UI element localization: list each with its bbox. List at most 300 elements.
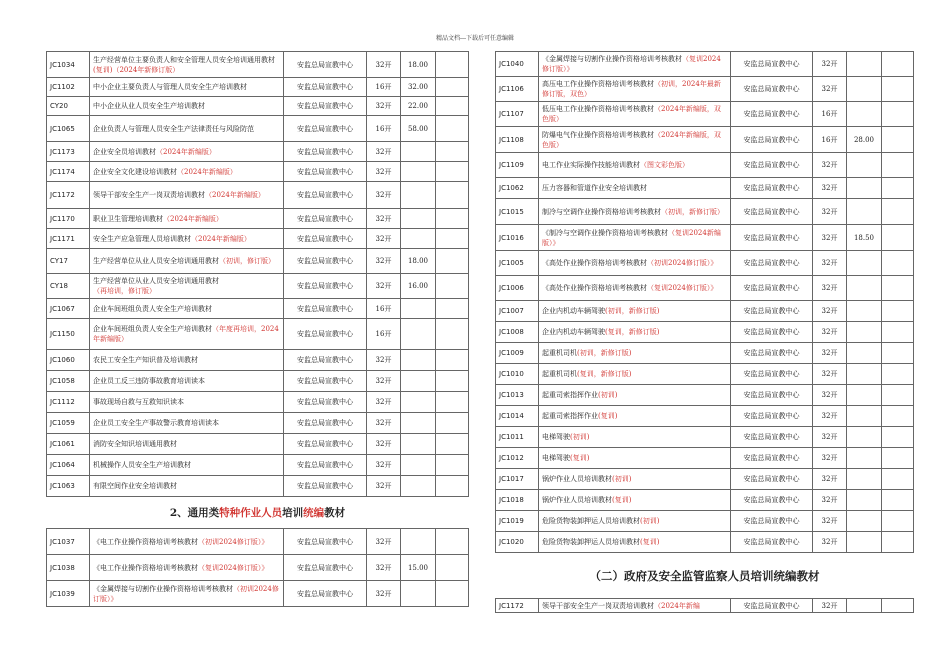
table-row <box>47 182 469 209</box>
book-code-cell: JC1012 <box>496 448 539 469</box>
book-code-cell: JC1005 <box>496 251 539 276</box>
title-text: 中小企业主要负责人与管理人员安全生产培训教材 <box>93 83 247 91</box>
empty-cell <box>882 153 914 178</box>
table-row <box>47 455 469 476</box>
format-cell: 32开 <box>813 276 847 301</box>
edition-note: （复训2024新编版）》 <box>542 228 721 247</box>
book-code-cell: JC1063 <box>47 476 90 497</box>
table-row <box>47 52 469 78</box>
title-text: 《电工作业操作资格培训考核教材 <box>93 563 198 572</box>
price-cell <box>847 532 882 553</box>
empty-cell <box>882 52 914 77</box>
price-cell <box>401 182 436 209</box>
table-row <box>496 251 914 276</box>
edition-note: （2024年新编版，双色版） <box>542 130 721 149</box>
table-row <box>496 406 914 427</box>
publisher-cell: 安监总局宣教中心 <box>284 182 367 209</box>
edition-note: （再培训，修订版） <box>93 287 156 295</box>
empty-cell <box>436 274 469 299</box>
book-title-cell <box>90 455 284 476</box>
book-title-cell <box>90 371 284 392</box>
publisher-cell: 安监总局宣教中心 <box>284 413 367 434</box>
title-text: 防爆电气作业操作资格培训考核教材 <box>542 130 654 139</box>
empty-cell <box>882 532 914 553</box>
empty-cell <box>436 555 469 581</box>
edition-note: (复训)（2024年新修订版） <box>93 65 180 74</box>
book-title-cell <box>90 299 284 319</box>
empty-cell <box>436 182 469 209</box>
format-cell: 32开 <box>813 599 847 613</box>
publisher-cell: 安监总局宣教中心 <box>284 209 367 229</box>
table-row <box>47 209 469 229</box>
format-cell: 32开 <box>367 97 401 116</box>
book-code-cell: CY18 <box>47 274 90 299</box>
publisher-cell: 安监总局宣教中心 <box>284 78 367 97</box>
book-code-cell: JC1020 <box>496 532 539 553</box>
book-title-cell <box>539 364 731 385</box>
publisher-cell: 安监总局宣教中心 <box>284 274 367 299</box>
publisher-cell: 安监总局宣教中心 <box>284 249 367 274</box>
title-text: 起重司索指挥作业 <box>542 391 598 399</box>
book-title-cell <box>539 301 731 322</box>
price-cell: 18.00 <box>401 52 436 78</box>
empty-cell <box>882 469 914 490</box>
title-text: 企业安全员培训教材 <box>93 147 156 156</box>
book-title-cell <box>90 529 284 555</box>
book-code-cell: JC1013 <box>496 385 539 406</box>
title-text: 锅炉作业人员培训教材 <box>542 475 612 483</box>
section-heading-row <box>496 553 914 599</box>
book-title-cell <box>539 532 731 553</box>
book-title-cell <box>90 274 284 299</box>
book-code-cell: JC1014 <box>496 406 539 427</box>
empty-cell <box>436 455 469 476</box>
format-cell: 32开 <box>367 142 401 162</box>
edition-note: （2024年新编版） <box>163 214 223 223</box>
left-catalog-table <box>46 51 469 607</box>
empty-cell <box>882 301 914 322</box>
title-text: 《金属焊接与切割作业操作资格培训考核教材 <box>542 55 682 63</box>
book-title-cell <box>90 350 284 371</box>
format-cell: 32开 <box>813 178 847 199</box>
edition-note: （初训2024修订版）》 <box>198 537 269 546</box>
empty-cell <box>436 434 469 455</box>
table-row <box>496 102 914 127</box>
book-code-cell: JC1017 <box>496 469 539 490</box>
publisher-cell: 安监总局宣教中心 <box>731 178 813 199</box>
publisher-cell: 安监总局宣教中心 <box>284 455 367 476</box>
title-text: 生产经营单位主要负责人和安全管理人员安全培训通用教材 <box>93 55 275 64</box>
publisher-cell: 安监总局宣教中心 <box>284 555 367 581</box>
format-cell: 32开 <box>813 343 847 364</box>
empty-cell <box>436 319 469 350</box>
title-text: 有限空间作业安全培训教材 <box>93 482 177 490</box>
table-row <box>47 162 469 182</box>
book-code-cell: JC1109 <box>496 153 539 178</box>
empty-cell <box>436 229 469 249</box>
book-code-cell: JC1171 <box>47 229 90 249</box>
edition-note: （初训，新修订版） <box>661 207 724 216</box>
price-cell <box>401 413 436 434</box>
book-code-cell: JC1006 <box>496 276 539 301</box>
format-cell: 32开 <box>367 229 401 249</box>
book-title-cell <box>90 434 284 455</box>
book-title-cell <box>539 127 731 153</box>
edition-note: (复训) <box>612 496 632 504</box>
empty-cell <box>436 97 469 116</box>
empty-cell <box>436 142 469 162</box>
book-code-cell: JC1106 <box>496 77 539 102</box>
book-code-cell: JC1112 <box>47 392 90 413</box>
section-heading: 2、通用类特种作业人员培训统编教材 <box>169 506 346 519</box>
format-cell: 32开 <box>813 225 847 251</box>
format-cell: 32开 <box>813 385 847 406</box>
book-code-cell: JC1039 <box>47 581 90 607</box>
table-row <box>496 469 914 490</box>
price-cell <box>847 178 882 199</box>
price-cell <box>401 142 436 162</box>
edition-note: （年度再培训，2024年新编版） <box>93 325 279 343</box>
edition-note: （复训2024修订版）》 <box>647 284 718 292</box>
title-text: 危险货物装卸押运人员培训教材 <box>542 538 640 546</box>
publisher-cell: 安监总局宣教中心 <box>284 434 367 455</box>
book-title-cell <box>539 178 731 199</box>
publisher-cell: 安监总局宣教中心 <box>284 142 367 162</box>
book-code-cell: JC1019 <box>496 511 539 532</box>
format-cell: 32开 <box>367 371 401 392</box>
price-cell <box>847 276 882 301</box>
price-cell <box>847 599 882 613</box>
book-title-cell <box>90 182 284 209</box>
price-cell <box>847 199 882 225</box>
format-cell: 32开 <box>813 77 847 102</box>
publisher-cell: 安监总局宣教中心 <box>731 102 813 127</box>
book-title-cell <box>539 225 731 251</box>
price-cell <box>847 427 882 448</box>
table-row <box>47 142 469 162</box>
edition-note: （2024年新编版） <box>205 191 265 199</box>
empty-cell <box>882 364 914 385</box>
format-cell: 16开 <box>813 127 847 153</box>
publisher-cell: 安监总局宣教中心 <box>284 299 367 319</box>
empty-cell <box>436 350 469 371</box>
table-row <box>47 97 469 116</box>
empty-cell <box>882 77 914 102</box>
book-code-cell: JC1037 <box>47 529 90 555</box>
edition-note: (复训，新修订版) <box>577 370 632 378</box>
publisher-cell: 安监总局宣教中心 <box>284 476 367 497</box>
publisher-cell: 安监总局宣教中心 <box>284 162 367 182</box>
format-cell: 32开 <box>813 532 847 553</box>
empty-cell <box>436 476 469 497</box>
format-cell: 32开 <box>367 581 401 607</box>
format-cell: 32开 <box>367 529 401 555</box>
price-cell <box>401 371 436 392</box>
title-text: 事故现场自救与互救知识读本 <box>93 398 184 406</box>
publisher-cell: 安监总局宣教中心 <box>284 97 367 116</box>
publisher-cell: 安监总局宣教中心 <box>284 319 367 350</box>
title-text: 消防安全知识培训通用教材 <box>93 440 177 448</box>
format-cell: 32开 <box>367 209 401 229</box>
title-text: 企业车间班组负责人安全生产培训教材 <box>93 304 212 313</box>
publisher-cell: 安监总局宣教中心 <box>731 490 813 511</box>
publisher-cell: 安监总局宣教中心 <box>731 322 813 343</box>
title-text: 起重机司机 <box>542 349 577 357</box>
book-title-cell <box>90 142 284 162</box>
title-text: 电工作业实际操作技能培训教材 <box>542 161 640 169</box>
book-code-cell: JC1018 <box>496 490 539 511</box>
book-code-cell: JC1173 <box>47 142 90 162</box>
book-title-cell <box>539 52 731 77</box>
empty-cell <box>436 299 469 319</box>
book-code-cell: JC1009 <box>496 343 539 364</box>
table-row <box>496 178 914 199</box>
book-title-cell <box>90 116 284 142</box>
book-code-cell: JC1064 <box>47 455 90 476</box>
price-cell <box>847 511 882 532</box>
edition-note: (复训) <box>598 412 618 420</box>
format-cell: 32开 <box>813 52 847 77</box>
title-text: 企业负责人与管理人员安全生产法律责任与风险防范 <box>93 124 254 133</box>
title-text: 企业员工安全生产事故警示教育培训读本 <box>93 419 219 427</box>
price-cell <box>847 301 882 322</box>
table-row <box>496 276 914 301</box>
price-cell <box>847 343 882 364</box>
price-cell: 15.00 <box>401 555 436 581</box>
format-cell: 32开 <box>367 249 401 274</box>
price-cell <box>847 469 882 490</box>
title-text: 《制冷与空调作业操作资格培训考核教材 <box>542 228 668 237</box>
book-title-cell <box>539 153 731 178</box>
book-title-cell <box>90 162 284 182</box>
format-cell: 32开 <box>813 199 847 225</box>
publisher-cell: 安监总局宣教中心 <box>284 116 367 142</box>
price-cell: 32.00 <box>401 78 436 97</box>
title-text: 《金属焊接与切割作业操作资格培训考核教材 <box>93 584 233 593</box>
format-cell: 32开 <box>367 52 401 78</box>
edition-note: (复训) <box>570 454 590 462</box>
book-title-cell <box>90 249 284 274</box>
price-cell <box>401 350 436 371</box>
edition-note: （初训2024修订版）》 <box>647 259 718 267</box>
format-cell: 32开 <box>813 251 847 276</box>
section-heading: （二）政府及安全监管监察人员培训统编教材 <box>589 568 820 583</box>
empty-cell <box>882 406 914 427</box>
book-code-cell: JC1170 <box>47 209 90 229</box>
format-cell: 16开 <box>367 116 401 142</box>
book-title-cell <box>90 555 284 581</box>
publisher-cell: 安监总局宣教中心 <box>284 52 367 78</box>
edition-note: (初训) <box>612 475 632 483</box>
publisher-cell: 安监总局宣教中心 <box>731 343 813 364</box>
format-cell: 32开 <box>367 476 401 497</box>
format-cell: 16开 <box>367 319 401 350</box>
empty-cell <box>882 343 914 364</box>
book-title-cell <box>539 251 731 276</box>
edition-note: （图文彩色版） <box>640 161 689 169</box>
price-cell <box>847 490 882 511</box>
table-row <box>47 413 469 434</box>
title-text: 压力容器和管道作业安全培训教材 <box>542 184 647 192</box>
book-title-cell <box>539 599 731 613</box>
book-title-cell <box>90 209 284 229</box>
publisher-cell: 安监总局宣教中心 <box>731 427 813 448</box>
publisher-cell: 安监总局宣教中心 <box>731 153 813 178</box>
price-cell: 28.00 <box>847 127 882 153</box>
empty-cell <box>436 581 469 607</box>
book-code-cell: JC1038 <box>47 555 90 581</box>
table-row <box>47 350 469 371</box>
edition-note: （2024年新编版） <box>177 167 237 176</box>
publisher-cell: 安监总局宣教中心 <box>731 469 813 490</box>
table-row <box>496 532 914 553</box>
title-text: 企业安全文化建设培训教材 <box>93 167 177 176</box>
price-cell <box>847 52 882 77</box>
book-code-cell: JC1108 <box>496 127 539 153</box>
format-cell: 32开 <box>813 427 847 448</box>
publisher-cell: 安监总局宣教中心 <box>731 364 813 385</box>
empty-cell <box>436 529 469 555</box>
empty-cell <box>882 490 914 511</box>
edition-note: （复训2024修订版）》 <box>542 55 721 73</box>
book-title-cell <box>539 276 731 301</box>
empty-cell <box>436 209 469 229</box>
book-code-cell: JC1015 <box>496 199 539 225</box>
price-cell <box>401 319 436 350</box>
edition-note: (复训) <box>640 538 660 546</box>
title-text: 领导干部安全生产一岗双责培训教材 <box>93 191 205 199</box>
edition-note: （2024年新编版，双色版） <box>542 105 721 123</box>
book-title-cell <box>90 52 284 78</box>
book-code-cell: JC1174 <box>47 162 90 182</box>
book-code-cell: CY17 <box>47 249 90 274</box>
title-text: 机械操作人员安全生产培训教材 <box>93 461 191 469</box>
format-cell: 32开 <box>813 406 847 427</box>
book-code-cell: JC1172 <box>496 599 539 613</box>
format-cell: 32开 <box>813 322 847 343</box>
book-title-cell <box>90 392 284 413</box>
title-text: 《高处作业操作资格培训考核教材 <box>542 284 647 292</box>
book-title-cell <box>539 448 731 469</box>
price-cell <box>847 102 882 127</box>
title-text: 生产经营单位从业人员安全培训通用教材 <box>93 277 219 285</box>
publisher-cell: 安监总局宣教中心 <box>731 52 813 77</box>
table-row <box>47 319 469 350</box>
publisher-cell: 安监总局宣教中心 <box>731 276 813 301</box>
price-cell: 16.00 <box>401 274 436 299</box>
table-row <box>496 511 914 532</box>
book-title-cell <box>90 319 284 350</box>
table-row <box>47 392 469 413</box>
format-cell: 32开 <box>813 448 847 469</box>
edition-note: （初训2024修订版）》 <box>93 584 279 603</box>
edition-note: （2024年新编版） <box>191 234 251 243</box>
empty-cell <box>882 127 914 153</box>
title-text: 职业卫生管理培训教材 <box>93 214 163 223</box>
book-code-cell: JC1016 <box>496 225 539 251</box>
price-cell <box>401 162 436 182</box>
book-code-cell: JC1059 <box>47 413 90 434</box>
section-heading-row <box>47 497 469 529</box>
title-text: 制冷与空调作业操作资格培训考核教材 <box>542 207 661 216</box>
table-row <box>496 427 914 448</box>
empty-cell <box>882 251 914 276</box>
price-cell <box>401 581 436 607</box>
title-text: 《高处作业操作资格培训考核教材 <box>542 259 647 267</box>
publisher-cell: 安监总局宣教中心 <box>731 532 813 553</box>
price-cell: 58.00 <box>401 116 436 142</box>
title-text: 领导干部安全生产一岗双责培训教材 <box>542 601 654 610</box>
table-row <box>496 364 914 385</box>
header-note: 精品文档---下载后可任意编辑 <box>435 35 515 42</box>
format-cell: 32开 <box>813 490 847 511</box>
title-text: 企业员工反三违防事故教育培训读本 <box>93 377 205 385</box>
price-cell: 22.00 <box>401 97 436 116</box>
book-title-cell <box>539 511 731 532</box>
book-title-cell <box>539 427 731 448</box>
empty-cell <box>436 162 469 182</box>
title-text: 高压电工作业操作资格培训考核教材 <box>542 80 654 88</box>
publisher-cell: 安监总局宣教中心 <box>731 406 813 427</box>
format-cell: 32开 <box>367 392 401 413</box>
book-code-cell: JC1040 <box>496 52 539 77</box>
empty-cell <box>436 392 469 413</box>
price-cell: 18.50 <box>847 225 882 251</box>
format-cell: 32开 <box>813 153 847 178</box>
publisher-cell: 安监总局宣教中心 <box>284 581 367 607</box>
edition-note: (初训) <box>640 517 660 525</box>
table-row <box>496 153 914 178</box>
publisher-cell: 安监总局宣教中心 <box>731 448 813 469</box>
book-code-cell: JC1150 <box>47 319 90 350</box>
title-text: 起重机司机 <box>542 370 577 378</box>
title-text: 生产经营单位从业人员安全培训通用教材 <box>93 257 219 265</box>
table-row <box>496 490 914 511</box>
publisher-cell: 安监总局宣教中心 <box>731 77 813 102</box>
table-row <box>496 343 914 364</box>
book-title-cell <box>539 406 731 427</box>
book-title-cell <box>90 229 284 249</box>
book-code-cell: CY20 <box>47 97 90 116</box>
publisher-cell: 安监总局宣教中心 <box>731 301 813 322</box>
empty-cell <box>882 199 914 225</box>
book-title-cell <box>539 77 731 102</box>
empty-cell <box>882 322 914 343</box>
edition-note: （初训，2024年最新修订版，双色） <box>542 80 721 98</box>
empty-cell <box>882 178 914 199</box>
book-code-cell: JC1008 <box>496 322 539 343</box>
table-row <box>496 385 914 406</box>
price-cell <box>847 77 882 102</box>
book-code-cell: JC1061 <box>47 434 90 455</box>
price-cell <box>401 299 436 319</box>
format-cell: 32开 <box>813 469 847 490</box>
title-text: 低压电工作业操作资格培训考核教材 <box>542 105 654 113</box>
edition-note: (初训，新修订版) <box>577 349 632 357</box>
book-title-cell <box>90 413 284 434</box>
price-cell <box>401 229 436 249</box>
publisher-cell: 安监总局宣教中心 <box>731 127 813 153</box>
edition-note: (初训，新修订版) <box>605 307 660 315</box>
title-text: 起重司索指挥作业 <box>542 412 598 420</box>
table-row <box>496 225 914 251</box>
table-row <box>496 77 914 102</box>
price-cell <box>847 448 882 469</box>
table-row <box>496 322 914 343</box>
title-text: 企业内机动车辆驾驶 <box>542 328 605 336</box>
publisher-cell: 安监总局宣教中心 <box>731 385 813 406</box>
table-row <box>47 229 469 249</box>
